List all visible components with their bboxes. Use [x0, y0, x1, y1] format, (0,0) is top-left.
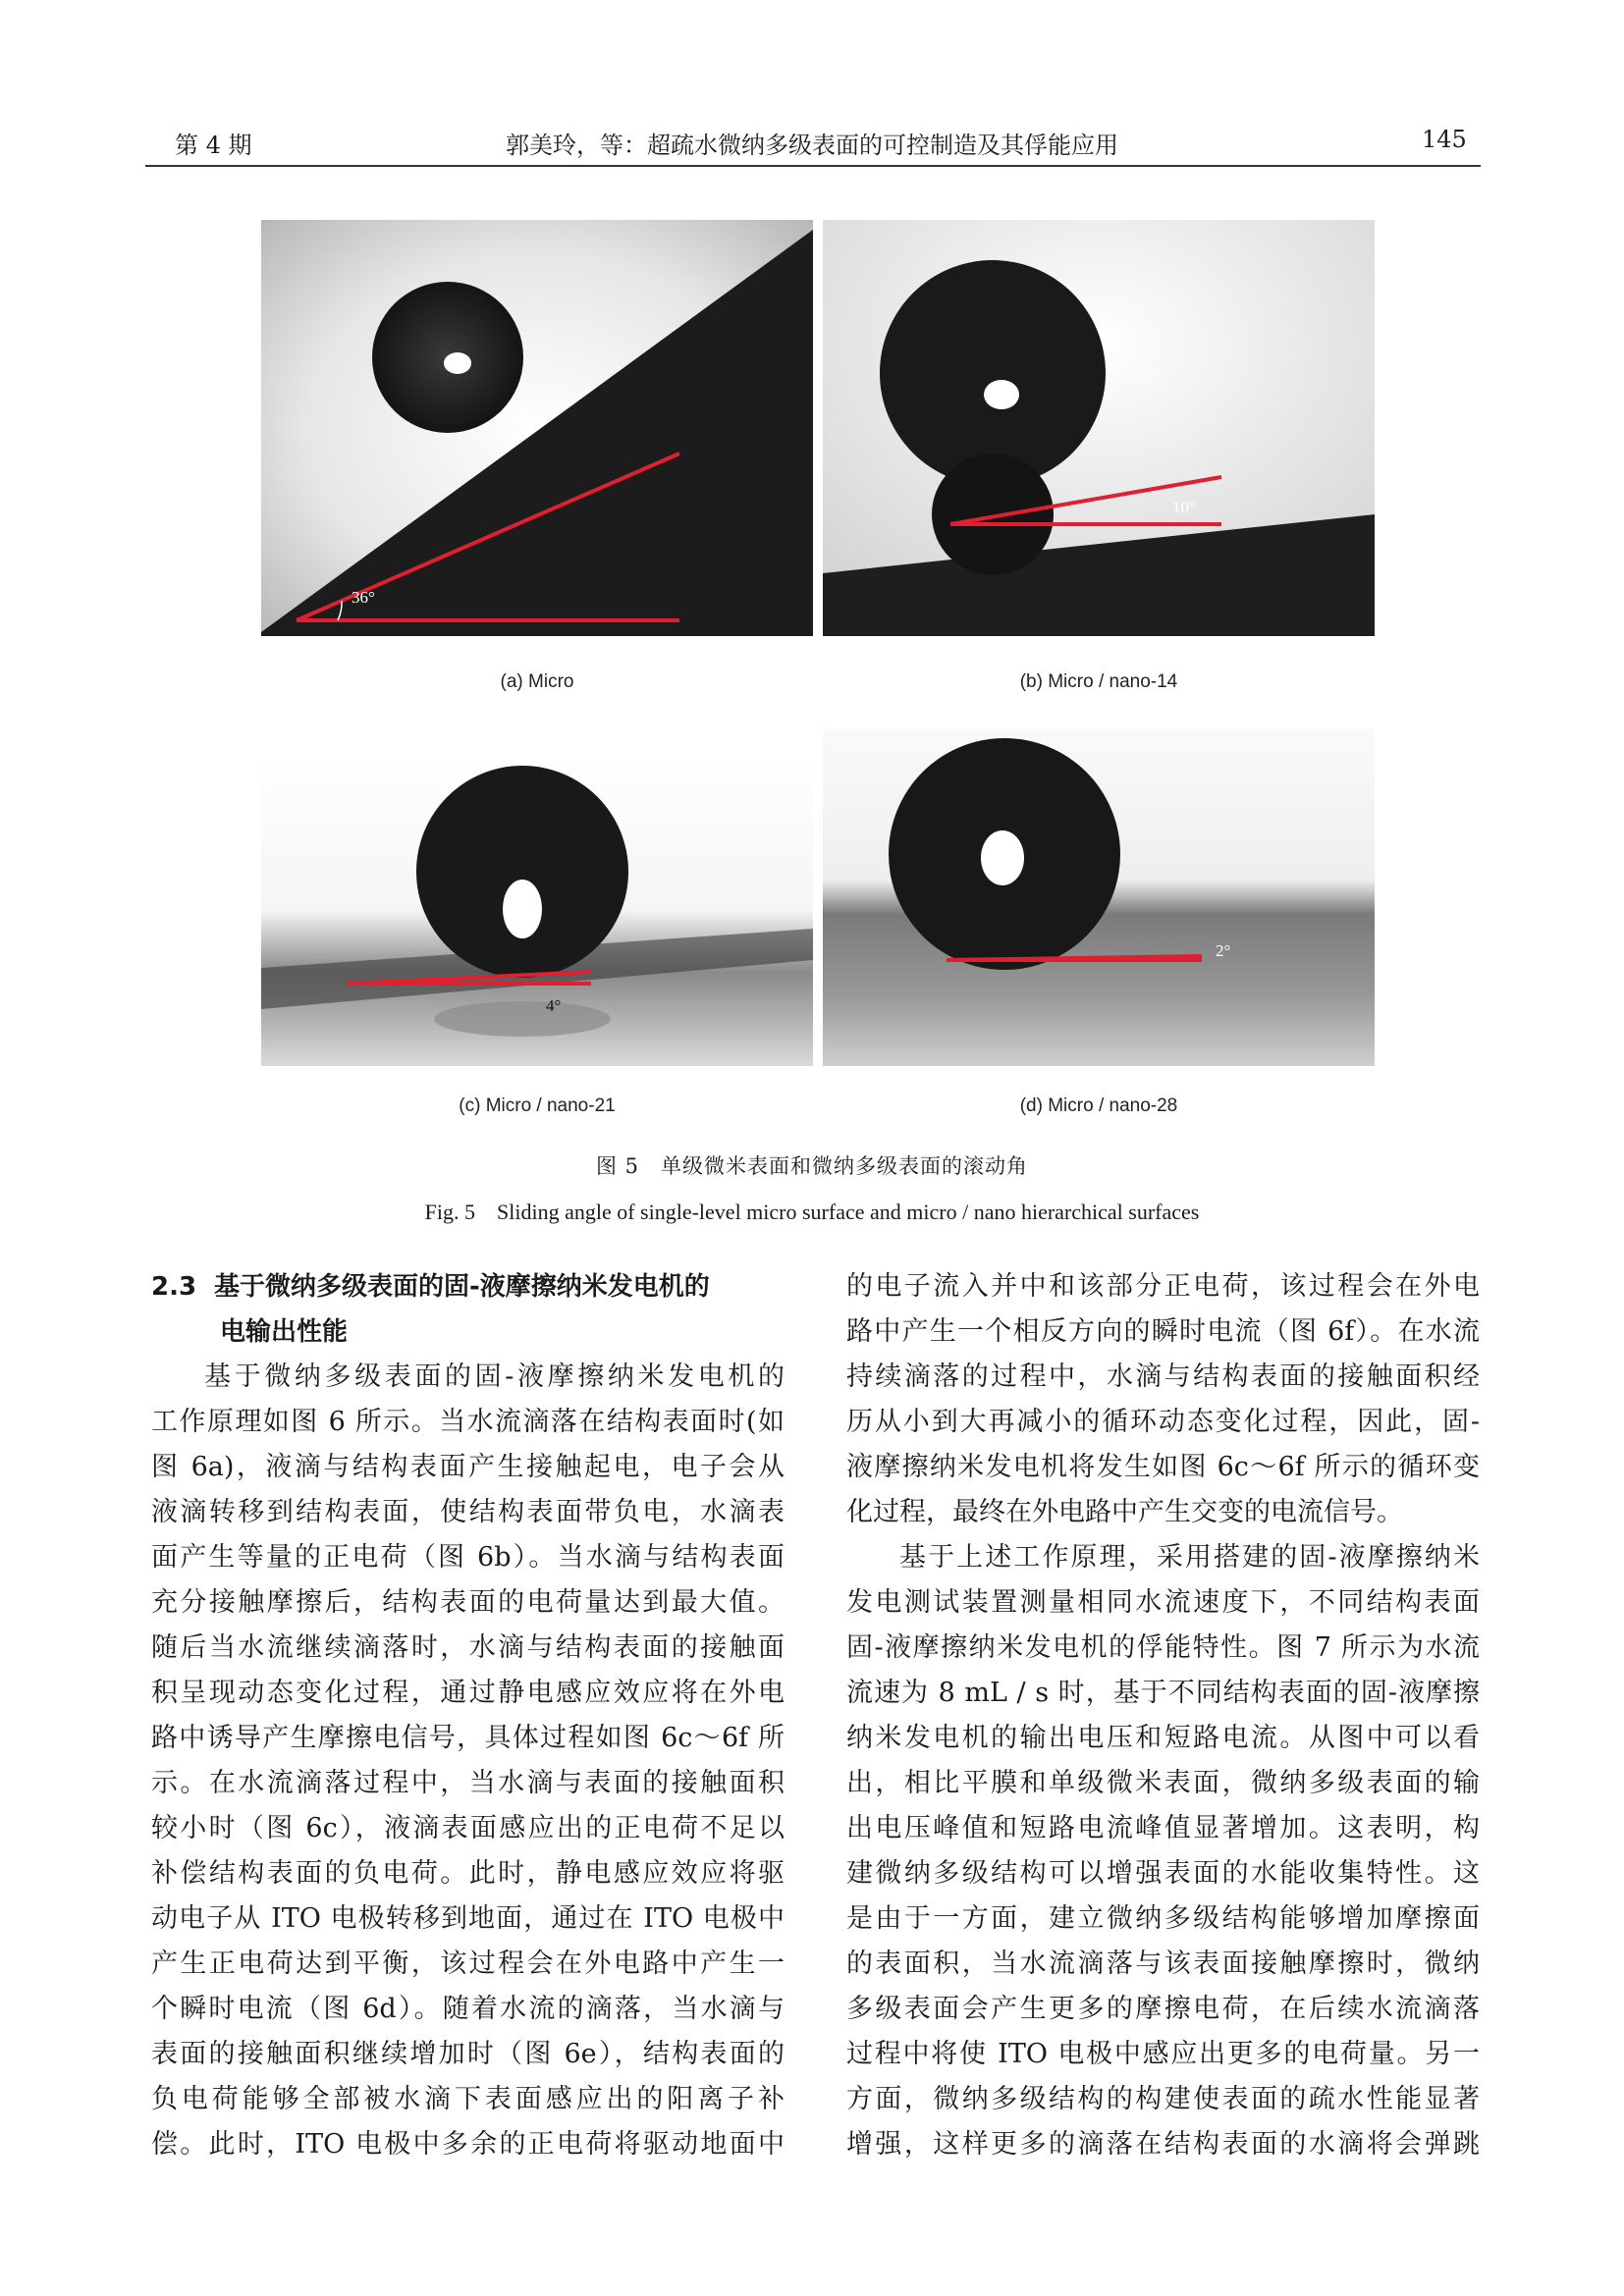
section-number: 2.3 [151, 1272, 197, 1302]
text-line: 固-液摩擦纳米发电机的俘能特性。图 7 所示为水流 [846, 1632, 1480, 1663]
text-line: 方面，微纳多级结构的构建使表面的疏水性能显著 [846, 2084, 1480, 2114]
section-title-line2: 电输出性能 [220, 1317, 349, 1347]
text-line: 流速为 8 mL / s 时，基于不同结构表面的固-液摩擦 [846, 1678, 1480, 1708]
text-line: 表面的接触面积继续增加时（图 6e），结构表面的 [151, 2039, 785, 2069]
text-line: 偿。此时，ITO 电极中多余的正电荷将驱动地面中 [151, 2129, 785, 2160]
text-line: 是由于一方面，建立微纳多级结构能够增加摩擦面 [846, 1903, 1480, 1934]
figure-caption-en: Fig. 5 Sliding angle of single-level micro surface and micro / nano hierarchical surfaces [424, 1200, 1200, 1224]
text-line: 随后当水流继续滴落时，水滴与结构表面的接触面 [151, 1632, 785, 1663]
text-line: 出电压峰值和短路电流峰值显著增加。这表明，构 [846, 1813, 1480, 1843]
panel-d-caption: (d) Micro / nano-28 [1019, 1095, 1178, 1116]
text-line: 产生正电荷达到平衡，该过程会在外电路中产生一 [151, 1949, 785, 1979]
text-line: 的电子流入并中和该部分正电荷，该过程会在外电 [846, 1271, 1480, 1302]
text-line: 液滴转移到结构表面，使结构表面带负电，水滴表 [151, 1497, 785, 1527]
text-line: 路中产生一个相反方向的瞬时电流（图 6f）。在水流 [846, 1316, 1480, 1347]
text-line: 动电子从 ITO 电极转移到地面，通过在 ITO 电极中 [151, 1903, 785, 1934]
running-title: 郭美玲，等：超疏水微纳多级表面的可控制造及其俘能应用 [506, 132, 1118, 159]
panel-b-image [823, 220, 1375, 636]
text-line: 基于微纳多级表面的固-液摩擦纳米发电机的 [204, 1362, 785, 1392]
panel-a-caption: (a) Micro [500, 671, 574, 692]
panel-a-angle-label: 36° [352, 588, 375, 607]
panel-c-image [261, 754, 813, 1066]
text-line: 发电测试装置测量相同水流速度下，不同结构表面 [846, 1587, 1480, 1618]
section-heading [151, 1264, 785, 1309]
text-line: 持续滴落的过程中，水滴与结构表面的接触面积经 [846, 1362, 1480, 1392]
text-line: 液摩擦纳米发电机将发生如图 6c～6f 所示的循环变 [846, 1452, 1480, 1482]
text-line: 路中诱导产生摩擦电信号，具体过程如图 6c～6f 所 [151, 1723, 785, 1753]
right-column [846, 1264, 1480, 2167]
text-line: 过程中将使 ITO 电极中感应出更多的电荷量。另一 [846, 2039, 1480, 2069]
panel-a-image [261, 220, 813, 636]
text-line: 个瞬时电流（图 6d）。随着水流的滴落，当水滴与 [151, 1994, 785, 2024]
figure-caption-zh: 图 5 单级微米表面和微纳多级表面的滚动角 [595, 1154, 1029, 1178]
issue-number: 第 4 期 [175, 132, 252, 159]
text-line: 化过程，最终在外电路中产生交变的电流信号。 [846, 1497, 1403, 1527]
text-line: 图 6a)，液滴与结构表面产生接触起电，电子会从 [151, 1452, 785, 1482]
text-line: 工作原理如图 6 所示。当水流滴落在结构表面时(如 [151, 1407, 785, 1437]
text-line: 建微纳多级结构可以增强表面的水能收集特性。这 [846, 1858, 1480, 1889]
panel-b-caption: (b) Micro / nano-14 [1019, 671, 1178, 692]
text-line: 示。在水流滴落过程中，当水滴与表面的接触面积 [151, 1768, 785, 1798]
text-line: 出，相比平膜和单级微米表面，微纳多级表面的输 [846, 1768, 1480, 1798]
text-line: 较小时（图 6c），液滴表面感应出的正电荷不足以 [151, 1813, 785, 1843]
text-line: 纳米发电机的输出电压和短路电流。从图中可以看 [846, 1723, 1480, 1753]
panel-b-angle-label: 10° [1172, 498, 1196, 516]
panel-d-image [823, 728, 1375, 1066]
text-line: 负电荷能够全部被水滴下表面感应出的阳离子补 [151, 2084, 785, 2114]
text-line: 充分接触摩擦后，结构表面的电荷量达到最大值。 [151, 1587, 785, 1618]
text-line: 历从小到大再减小的循环动态变化过程，因此，固- [846, 1407, 1480, 1437]
text-line: 补偿结构表面的负电荷。此时，静电感应效应将驱 [151, 1858, 785, 1889]
text-line: 积呈现动态变化过程，通过静电感应效应将在外电 [151, 1678, 785, 1708]
section-title-line1: 基于微纳多级表面的固-液摩擦纳米发电机的 [214, 1272, 710, 1302]
text-line: 多级表面会产生更多的摩擦电荷，在后续水流滴落 [846, 1994, 1480, 2024]
text-line: 增强，这样更多的滴落在结构表面的水滴将会弹跳 [846, 2129, 1480, 2160]
left-column [151, 1264, 785, 2167]
panel-c-angle-label: 4° [546, 996, 562, 1015]
panel-c-caption: (c) Micro / nano-21 [459, 1095, 616, 1116]
text-line: 的表面积，当水流滴落与该表面接触摩擦时，微纳 [846, 1949, 1480, 1979]
page-number: 145 [1422, 126, 1467, 153]
text-line: 面产生等量的正电荷（图 6b）。当水滴与结构表面 [151, 1542, 785, 1573]
header-rule [145, 165, 1481, 167]
panel-d-angle-label: 2° [1216, 941, 1231, 960]
text-line: 基于上述工作原理，采用搭建的固-液摩擦纳米 [899, 1542, 1480, 1573]
